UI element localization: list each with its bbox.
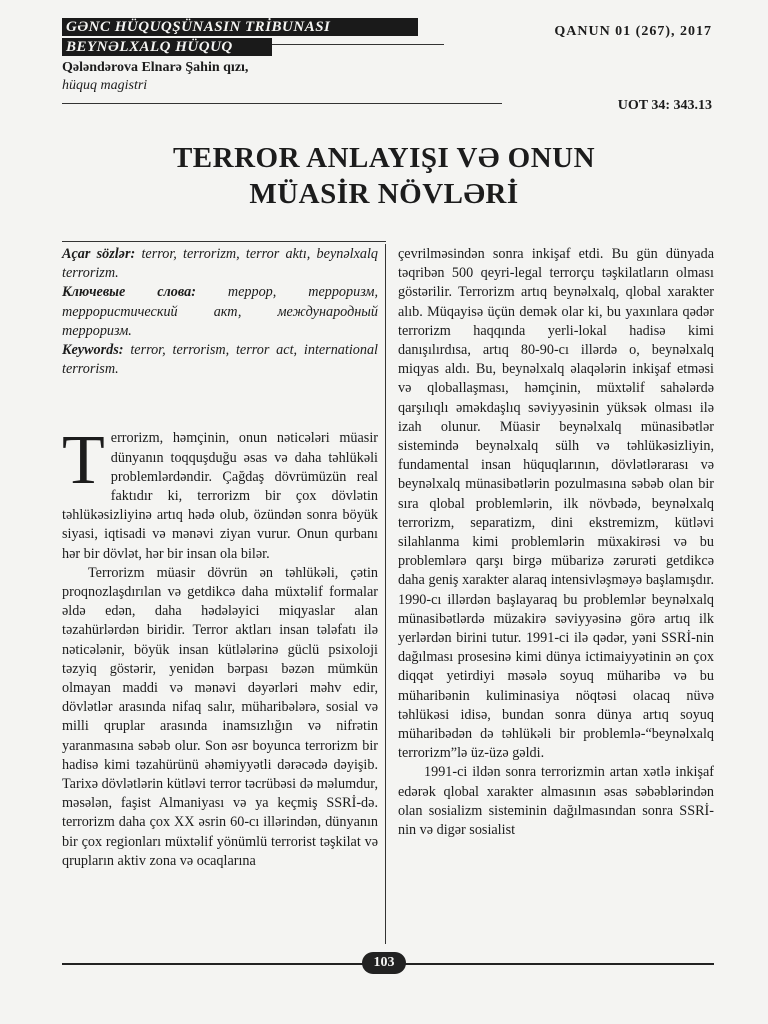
drop-cap: T — [62, 422, 105, 500]
body-paragraph: 1991-ci ildən sonra terrorizmin artan xətlə inkişaf edərək qlobal xarakter almasının əsas səbəblərindən olan sosializm sisteminin dağılmasından sonra SSRİ-nin və digər sosialist — [398, 764, 714, 839]
keywords-en — [62, 341, 378, 379]
right-column — [398, 245, 714, 840]
keywords-en-text: terror, terrorism, terror act, international terrorism. — [62, 342, 378, 378]
keywords-en-label: Keywords: — [62, 342, 124, 359]
column-divider — [385, 244, 386, 944]
body-paragraph: Terrorizm müasir dövrün ən təhlükəli, çətin proqnozlaşdırılan və getdikcə daha müxtəlif formalar əldə edən, daha hədələyici miqyaslar alan təzahürlərdən biridir. Terror aktları insan tələfatı ilə nəticələnir, böyük insan kütlələrinə güclü psixoloji təzyiq göstərir, yenidən bərpası bəzən mümkün olmayan maddi və mənəvi dəyərləri məhv edir, dövlətlər arasında nifaq salır, müharibələrə, sosial və milli qruplar arasında inamsızlığın və nifrətin yaranmasına səbəb olur. Son əsr boyunca terrorizm bir hadisə kimi təzahürünü əhəmiyyətli dərəcədə dəyişib. Tarixə dövlətlərin kütləvi terror təcrübəsi də məlumdur, məsələn, faşist Almaniyası və ya keçmiş SSRİ-də. terrorizm daha çox XX əsrin 60-cı illərindən, dünyanın bir çox regionları müxtəlif yönümlü terrorist təşkilat və qrupların aktiv zona və ocaqlarına — [62, 564, 378, 869]
udc-code: UOT 34: 343.13 — [617, 98, 712, 113]
section-banner: BEYNƏLXALQ HÜQUQ — [62, 38, 272, 56]
left-column — [62, 245, 378, 871]
journal-name-banner: GƏNC HÜQUQŞÜNASIN TRİBUNASI — [62, 18, 418, 36]
issue-label: QANUN 01 (267), 2017 — [554, 24, 712, 39]
article-title-line-1: TERROR ANLAYIŞI VƏ ONUN — [172, 142, 596, 174]
keywords-az-label: Açar sözlər: — [62, 246, 136, 262]
article-title — [0, 140, 768, 212]
keywords-ru-text: террор, терроризм, террористический акт, международный терроризм. — [62, 284, 378, 339]
body-paragraph — [62, 422, 378, 563]
keywords-az-text: terror, terrorizm, terror aktı, beynəlxalq terrorizm. — [62, 246, 378, 282]
keywords-az — [62, 245, 378, 283]
header-divider — [272, 44, 444, 45]
author-name: Qələndərova Elnarə Şahin qızı, — [62, 60, 249, 75]
body-paragraph: çevrilməsindən sonra inkişaf etdi. Bu gün dünyada təqribən 500 qeyri-legal terrorçu təşkilatların olması göstərilir. Terrorizm artıq beynəlxalq, qlobal xarakter alıb. Müqayisə üçün demək olar ki, bu yaxınlara qədər terrorizm haqqında yerli-lokal hadisə kimi danışılırdısa, artıq 80-90-cı illərdə o, beynəlxalq miqyas aldı. Bu, beynəlxalq əlaqələrin inkişaf etməsi və qloballaşması, həmçinin, müxtəlif sahələrdə qarşılıqlı əməkdaşlıq səviyyəsinin yüksək olması ilə izah olunur. Müasir beynəlxalq münasibətlər sistemində beynəlxalq sülh və təhlükəsizliyin, fundamental insan hüquqlarının, dövlətlərarası və beynəlxalq münasibətlərin pozulmasına səbəb olan bir sıra qlobal problemlərin, ilk növbədə, beynəlxalq terrorizm, separatizm, dini ekstremizm, kütləvi silahlanma kimi problemlərin müxakirəsi və bu problemlərə qarşı birgə mübarizə zərurəti getdikcə daha geniş xarakter alaraq intensivləşməyə başlamışdır. 1990-cı illərdən başlayaraq bu problemlər beynəlxalq münasibətlərdə müzakirə səviyyəsinə görə artıq ilk yerlərdən birini tutur. 1991-ci ilə qədər, yəni SSRİ-nin dağılması prosesinə kimi dünya ictimaiyyətinin ən çox diqqət yetirdiyi məsələ soyuq müharibə və bu müharibənin kuliminasiya nöqtəsi olacaq nüvə təhlükəsi idisə, bundan sonra dünya artıq soyuq müharibədən də təhlükəli bir problemlə-“beynəlxalq terrorizm”lə üz-üzə gəldi. — [398, 246, 714, 762]
article-title-line-2: MÜASİR NÖVLƏRİ — [249, 178, 519, 210]
meta-divider — [62, 103, 502, 104]
body-paragraph-text: errorizm, həmçinin, onun nəticələri müasir dünyanın toqquşduğu əsas və daha təhlükəli problemlərdəndir. Çağdaş dövrümüzün real faktıdır ki, terrorizm bir çox dövlətin təhlükəsizliyinə artıq hədə olub, özündən sonra böyük siyasi, iqtisadi və mənəvi ziyan vurur. Onun qurbanı hər bir dövlət, hər bir insan ola bilər. — [62, 430, 378, 562]
keywords-ru — [62, 283, 378, 341]
keywords-block — [62, 245, 378, 379]
keywords-top-divider — [62, 241, 386, 242]
author-title: hüquq magistri — [62, 78, 148, 93]
page-number-badge: 103 — [362, 952, 406, 974]
keywords-ru-label: Ключевые слова: — [62, 284, 196, 301]
